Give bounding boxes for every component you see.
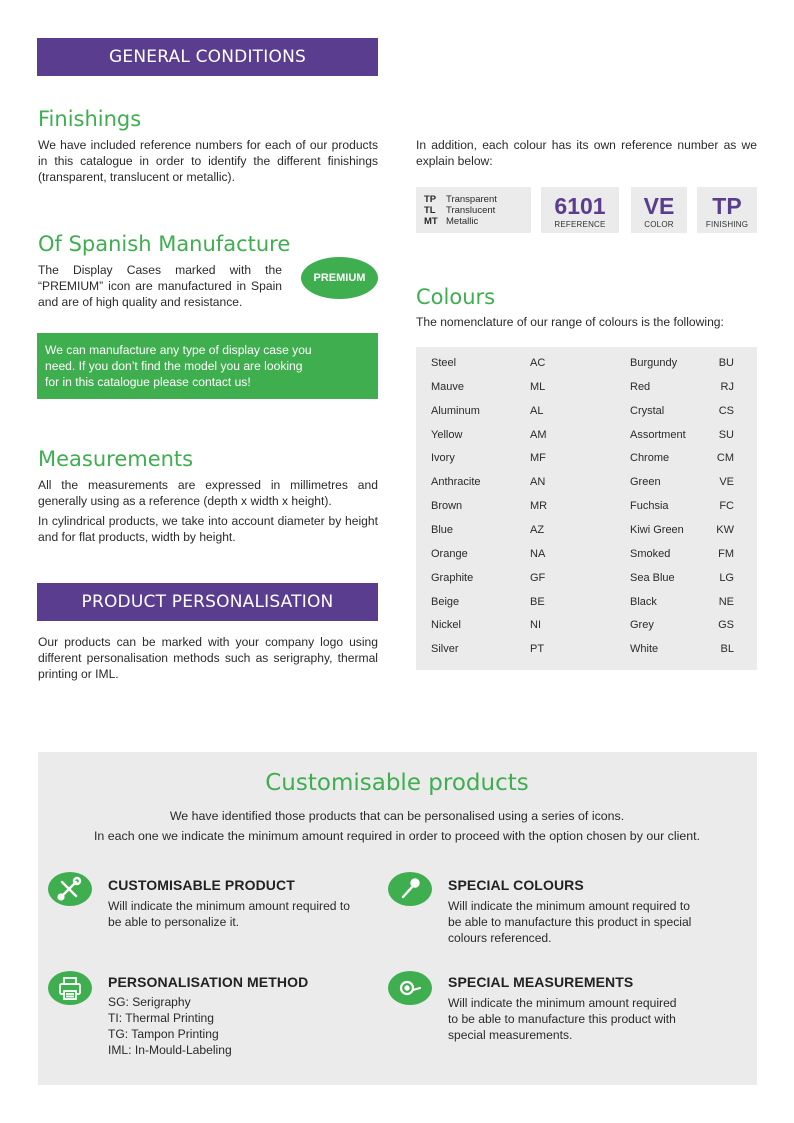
- colour-name: Assortment: [630, 428, 686, 441]
- feature-text-customisable: [108, 898, 378, 930]
- colour-code: AN: [530, 476, 546, 489]
- finishing-box: [697, 187, 757, 233]
- legend-row: [424, 216, 531, 227]
- printer-icon: [48, 971, 92, 1005]
- feature-line: Will indicate the minimum amount required to: [108, 899, 350, 913]
- colour-name: Black: [630, 595, 657, 608]
- feature-line: TG: Tampon Printing: [108, 1027, 219, 1041]
- colour-name: Crystal: [630, 404, 665, 417]
- colour-row: [416, 572, 757, 596]
- finishing-legend: [416, 187, 531, 233]
- color-label: COLOR: [644, 220, 674, 229]
- legend-code: MT: [424, 216, 438, 227]
- personalisation-text: Our products can be marked with your company logo using different personalisation methods such as serigraphy, thermal printing or IML.: [38, 635, 378, 681]
- colour-code: AL: [530, 404, 544, 417]
- colour-row: [416, 381, 757, 405]
- colour-code: PT: [530, 643, 545, 656]
- colour-row: [416, 452, 757, 476]
- feature-text-special-colours: [448, 898, 728, 946]
- colour-name: Smoked: [630, 547, 671, 560]
- colour-code: AM: [530, 428, 547, 441]
- colour-code: ML: [530, 380, 546, 393]
- spanish-title: Of Spanish Manufacture: [38, 232, 291, 256]
- legend-code: TL: [424, 205, 436, 216]
- feature-line: to be able to manufacture this product with: [448, 1012, 676, 1026]
- colour-name: White: [630, 643, 659, 656]
- colour-code: LG: [719, 571, 734, 584]
- customisable-subtitle-1: We have identified those products that can be personalised using a series of icons.: [169, 809, 625, 823]
- colour-name: Ivory: [431, 452, 455, 465]
- premium-badge: PREMIUM: [301, 257, 378, 299]
- colour-name: Sea Blue: [630, 571, 675, 584]
- reference-value: 6101: [554, 193, 606, 219]
- colour-code: MF: [530, 452, 546, 465]
- customisable-subtitle-2: In each one we indicate the minimum amount required in order to proceed with the option chosen by our client.: [93, 829, 701, 843]
- colours-intro: The nomenclature of our range of colours is the following:: [416, 315, 724, 329]
- tools-icon: [48, 872, 92, 906]
- colour-row: [416, 429, 757, 453]
- colour-row: [416, 619, 757, 643]
- colours-title: Colours: [416, 285, 496, 309]
- measurements-text-2: In cylindrical products, we take into account diameter by height and for flat products, width by height.: [38, 514, 378, 544]
- colour-name: Fuchsia: [630, 500, 669, 513]
- color-value: VE: [643, 193, 675, 219]
- colour-name: Orange: [431, 547, 468, 560]
- colour-name: Silver: [431, 643, 459, 656]
- colour-row: [416, 500, 757, 524]
- feature-title-special-measurements: SPECIAL MEASUREMENTS: [448, 974, 634, 990]
- colour-code: BE: [530, 595, 545, 608]
- colours-table: [416, 347, 757, 670]
- colour-code: KW: [716, 523, 734, 536]
- colour-code: CM: [716, 452, 734, 465]
- colour-code: FC: [719, 500, 734, 513]
- colour-name: Brown: [431, 500, 463, 513]
- colour-name: Burgundy: [630, 357, 678, 369]
- colour-code: BU: [718, 357, 734, 369]
- colour-code: NA: [530, 547, 546, 560]
- feature-title-customisable: CUSTOMISABLE PRODUCT: [108, 877, 295, 893]
- legend-label: Translucent: [446, 205, 496, 216]
- tape-measure-icon: [388, 971, 432, 1005]
- colour-code: AZ: [530, 523, 545, 536]
- colour-code: SU: [718, 428, 734, 441]
- feature-line: be able to personalize it.: [108, 915, 240, 929]
- colour-name: Beige: [431, 595, 460, 608]
- color-box: [631, 187, 687, 233]
- finishing-label: FINISHING: [705, 220, 749, 229]
- colour-code: GF: [530, 571, 546, 584]
- legend-label: Transparent: [446, 194, 497, 205]
- colour-code: AC: [530, 357, 546, 369]
- colour-name: Graphite: [431, 571, 474, 584]
- measurements-title: Measurements: [38, 447, 194, 471]
- reference-label: REFERENCE: [554, 220, 606, 229]
- colour-row: [416, 524, 757, 548]
- colour-code: MR: [530, 500, 548, 513]
- colour-code: FM: [718, 547, 734, 560]
- colour-name: Grey: [630, 619, 654, 632]
- colour-name: Green: [630, 476, 661, 489]
- feature-line: IML: In-Mould-Labeling: [108, 1043, 232, 1057]
- colour-name: Mauve: [431, 380, 465, 393]
- colour-name: Aluminum: [431, 404, 480, 417]
- legend-row: [424, 205, 531, 216]
- contact-notice: We can manufacture any type of display case you need. If you don’t find the model you are looking for in this catalogue please contact us!: [37, 333, 378, 399]
- colour-code: GS: [718, 619, 734, 632]
- colour-code: CS: [718, 404, 734, 417]
- colour-name: Blue: [431, 523, 454, 536]
- colour-row: [416, 643, 757, 667]
- legend-label: Metallic: [446, 216, 479, 227]
- customisable-title: Customisable products: [265, 770, 529, 796]
- colour-code: NE: [718, 595, 734, 608]
- feature-line: SG: Serigraphy: [108, 995, 191, 1009]
- finishings-text: We have included reference numbers for each of our products in this catalogue in order to identify the different finishings (transparent, translucent or metallic).: [38, 138, 378, 184]
- colour-name: Chrome: [630, 452, 670, 465]
- feature-text-special-measurements: [448, 995, 728, 1043]
- feature-text-personalisation: [108, 994, 378, 1058]
- colour-name: Kiwi Green: [630, 523, 684, 536]
- reference-box: [541, 187, 619, 233]
- spanish-text: The Display Cases marked with the “PREMIUM” icon are manufactured in Spain and are of high quality and resistance.: [38, 263, 282, 309]
- feature-title-special-colours: SPECIAL COLOURS: [448, 877, 584, 893]
- colour-name: Red: [630, 380, 651, 393]
- colour-row: [416, 596, 757, 620]
- eyedropper-icon: [388, 872, 432, 906]
- colour-code: BL: [720, 643, 734, 656]
- colour-name: Nickel: [431, 619, 461, 632]
- colour-row: [416, 405, 757, 429]
- personalisation-banner: PRODUCT PERSONALISATION: [37, 583, 378, 621]
- feature-title-personalisation: PERSONALISATION METHOD: [108, 974, 309, 990]
- measurements-text-1: All the measurements are expressed in millimetres and generally using as a reference (depth x width x height).: [38, 478, 378, 508]
- colour-row: [416, 357, 757, 381]
- general-conditions-banner: GENERAL CONDITIONS: [37, 38, 378, 76]
- colour-row: [416, 476, 757, 500]
- finishing-value: TP: [712, 193, 742, 219]
- colour-name: Anthracite: [431, 476, 481, 489]
- feature-line: TI: Thermal Printing: [108, 1011, 214, 1025]
- finishings-title: Finishings: [38, 107, 142, 131]
- colour-code: RJ: [720, 380, 734, 393]
- feature-line: be able to manufacture this product in special: [448, 915, 692, 929]
- colour-code: VE: [719, 476, 734, 489]
- feature-line: special measurements.: [448, 1028, 573, 1042]
- colour-row: [416, 548, 757, 572]
- legend-code: TP: [424, 194, 437, 205]
- colour-name: Steel: [431, 357, 457, 369]
- feature-line: Will indicate the minimum amount required: [448, 996, 677, 1010]
- legend-row: [424, 194, 531, 205]
- feature-line: colours referenced.: [448, 931, 552, 945]
- feature-line: Will indicate the minimum amount required to: [448, 899, 690, 913]
- colour-name: Yellow: [431, 428, 463, 441]
- colour-code: NI: [530, 619, 541, 632]
- colour-ref-intro: In addition, each colour has its own reference number as we explain below:: [416, 138, 757, 168]
